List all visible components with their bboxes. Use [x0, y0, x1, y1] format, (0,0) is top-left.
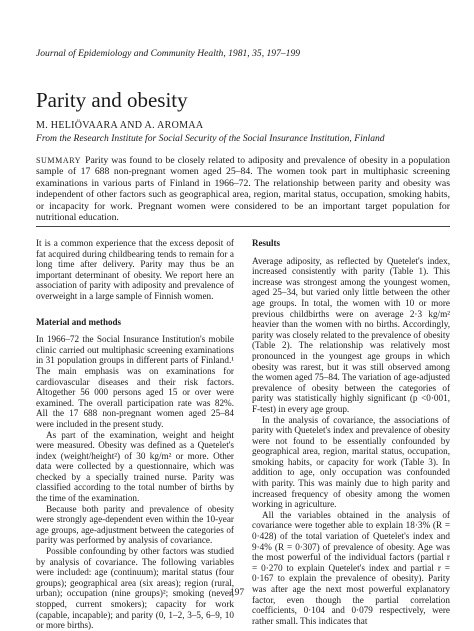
article-title: Parity and obesity: [36, 88, 188, 112]
methods-paragraph: Possible confounding by other factors was studied by analysis of covariance. The following variables were included: age (continuum); marital status (four groups); geographical area (six areas); region (rural, urban); occupation (nine groups)²; smoking (never, stopped, current smokers); capacity for work (capable, incapable); and parity (0, 1–2, 3–5, 6–9, 10 or more births).: [36, 546, 234, 631]
right-column: [252, 238, 450, 626]
summary-divider: [36, 226, 450, 227]
intro-paragraph: It is a common experience that the excess deposit of fat acquired during childbearing tends to remain for a long time after delivery. Parity may thus be an important determinant of obesity. We report here an association of parity with adiposity and prevalence of overweight in a large sample of Finnish women.: [36, 238, 234, 301]
left-column: [36, 238, 234, 631]
results-heading: Results: [252, 238, 281, 248]
article-authors: M. HELIÖVAARA AND A. AROMAA: [36, 120, 204, 131]
summary-label: SUMMARY: [36, 156, 82, 165]
methods-paragraph: As part of the examination, weight and height were measured. Obesity was defined as a Quetelet's index (weight/height²) of 30 kg/m² or more. Other data were collected by a questionnaire, which was checked by a specially trained nurse. Parity was classified according to the total number of births by the time of the examination.: [36, 429, 234, 504]
journal-citation: Journal of Epidemiology and Community Health, 1981, 35, 197–199: [36, 48, 301, 59]
results-paragraph: Average adiposity, as reflected by Quetelet's index, increased consistently with parity (Table 1). This increase was strongest among the youngest women, aged 25–34, but varied only little between the other age groups. In total, the women with 10 or more previous childbirths were on average 2·3 kg/m² heavier than the women with no births. Accordingly, parity was closely related to the prevalence of obesity (Table 2). The relationship was relatively most pronounced in the youngest age groups in which obesity was rarest, but it was still observed among the women aged 75–84. The variation of age-adjusted prevalence of obesity between the categories of parity was statistically highly significant (p <0·001, F-test) in every age group.: [252, 255, 450, 414]
methods-heading: Material and methods: [36, 316, 121, 327]
summary-paragraph: [36, 155, 450, 223]
results-paragraph: All the variables obtained in the analysis of covariance were together able to explain 18·3% (R = 0·428) of the total variation of Quetelet's index and 9·4% (R = 0·307) of prevalence of obesity. Age was the most powerful of the individual factors (partial r = 0·270 to explain Quetelet's index and partial r = 0·167 to explain the prevalence of obesity). Parity was after age the next most powerful explanatory factor, even though the partial correlation coefficients, 0·104 and 0·079 respectively, were rather small. This indicates that: [252, 509, 450, 626]
methods-paragraph: Because both parity and prevalence of obesity were strongly age-dependent even within the 10-year age groups, age-adjustment between the categories of parity was performed by analysis of covariance.: [36, 503, 234, 546]
methods-paragraph: In 1966–72 the Social Insurance Institution's mobile clinic carried out multiphasic screening examinations in 31 population groups in different parts of Finland.¹ The main emphasis was on examinations for cardiovascular diseases and their risk factors. Altogether 56 000 persons aged 15 or over were examined. The overall participation rate was 82%. All the 17 688 non-pregnant women aged 25–84 were included in the present study.: [36, 334, 234, 429]
results-paragraph: In the analysis of covariance, the associations of parity with Quetelet's index and prevalence of obesity were not found to be essentially confounded by geographical area, region, marital status, occupation, smoking habits, or capacity for work (Table 3). In addition to age, only occupation was confounded with parity. This was mainly due to high parity and increased frequency of obesity among the women working in agriculture.: [252, 414, 450, 510]
summary-text: Parity was found to be closely related to adiposity and prevalence of obesity in a population sample of 17 688 non-pregnant women aged 25–84. The women took part in multiphasic screening examinations in various parts of Finland in 1966–72. The relationship between parity and obesity was independent of other factors such as geographical area, region, marital status, occupation, smoking habits, or incapacity for work. Pregnant women were considered to be an important target population for nutritional education.: [36, 155, 450, 224]
author-affiliation: From the Research Institute for Social Security of the Social Insurance Institution, Finland: [36, 133, 385, 144]
page-number: 197: [229, 588, 245, 598]
